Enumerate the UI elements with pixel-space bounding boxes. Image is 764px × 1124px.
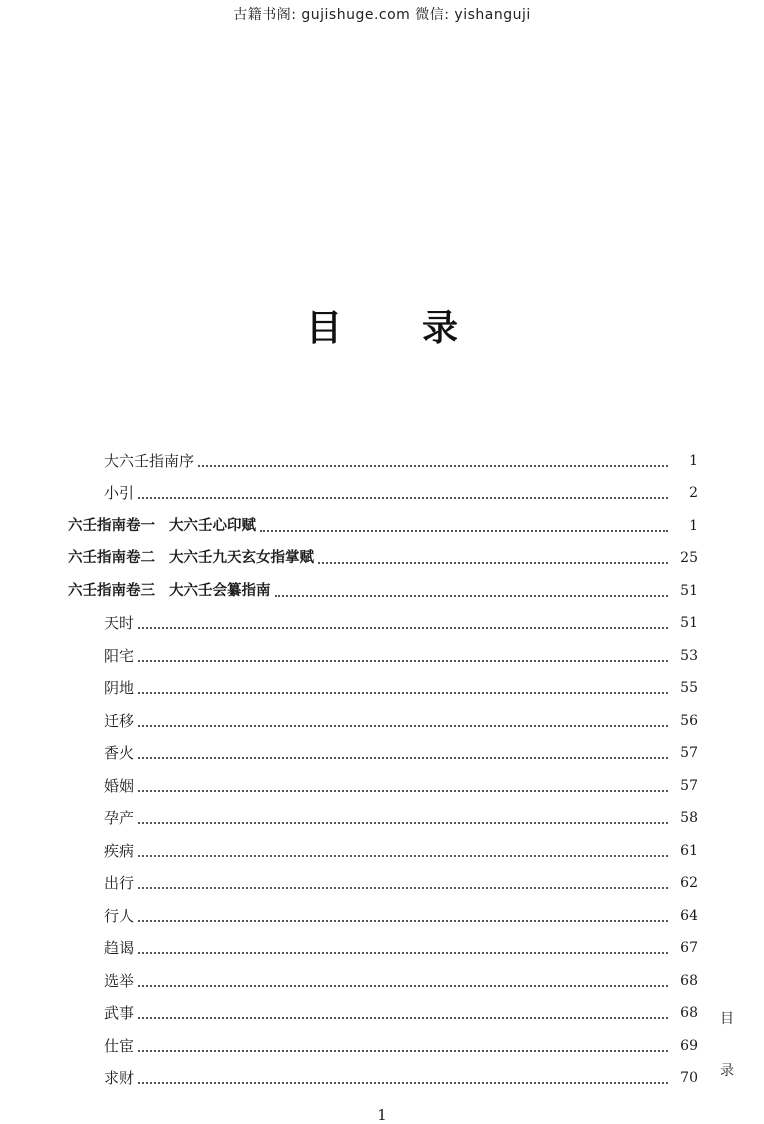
side-marker-top: 目 (720, 1011, 734, 1027)
toc-entry-page: 58 (680, 810, 698, 826)
toc-entry[interactable] (68, 861, 698, 894)
toc-entry-page: 67 (680, 940, 698, 956)
toc-entry[interactable] (68, 438, 698, 471)
toc-entry-page: 64 (680, 907, 698, 924)
toc-entry-label: 阳宅 (104, 646, 135, 665)
toc-entry-page: 68 (680, 972, 698, 989)
toc-entry[interactable] (68, 991, 698, 1024)
toc-entry-page: 70 (680, 1070, 698, 1086)
toc-entry-label: 小引 (104, 484, 135, 502)
toc-entry[interactable] (68, 796, 698, 829)
toc-entry[interactable] (68, 763, 698, 796)
toc-entry-label: 疾病 (104, 841, 135, 860)
toc-entry-page: 2 (689, 485, 698, 501)
toc-section-entry[interactable] (68, 568, 698, 601)
toc-section-title: 六壬指南卷二 (68, 550, 155, 566)
leader-dots (318, 562, 668, 564)
leader-dots (138, 1082, 668, 1084)
toc-entry[interactable] (68, 601, 698, 634)
page-title (0, 300, 764, 351)
toc-entry-label: 大六壬会纂指南 (169, 582, 271, 599)
toc-entry-page: 53 (680, 647, 698, 664)
leader-dots (275, 595, 669, 597)
leader-dots (138, 692, 668, 694)
side-marker-bottom: 录 (720, 1063, 734, 1079)
toc-entry[interactable] (68, 666, 698, 699)
toc-entry-page: 55 (680, 680, 698, 696)
toc-entry-page: 62 (680, 875, 698, 891)
toc-section-title: 六壬指南卷一 (68, 517, 155, 534)
toc-entry-page: 57 (680, 777, 698, 794)
toc-entry[interactable] (68, 926, 698, 959)
toc-entry-label: 天时 (104, 614, 135, 632)
leader-dots (138, 952, 668, 954)
leader-dots (138, 1050, 668, 1052)
toc-entry-page: 51 (680, 615, 698, 631)
toc-entry-label: 大六壬九天玄女指掌赋 (169, 550, 314, 566)
toc-section-title: 六壬指南卷三 (68, 582, 155, 599)
page-number: 1 (377, 1106, 387, 1124)
leader-dots (138, 660, 668, 662)
toc-entry-label: 婚姻 (104, 776, 135, 795)
leader-dots (138, 497, 668, 499)
toc-entry-page: 61 (680, 842, 698, 859)
toc-entry-page: 1 (689, 452, 698, 469)
toc-entry-label: 武事 (104, 1004, 135, 1022)
toc-entry[interactable] (68, 471, 698, 504)
toc-entry[interactable] (68, 731, 698, 764)
toc-section-entry[interactable] (68, 536, 698, 569)
leader-dots (138, 887, 668, 889)
toc-entry-label: 香火 (104, 744, 135, 762)
toc-entry-page: 68 (680, 1005, 698, 1021)
leader-dots (138, 1017, 668, 1019)
toc-entry[interactable] (68, 828, 698, 861)
title-char-1: 目 (305, 308, 342, 349)
toc-entry-label: 孕产 (104, 809, 135, 827)
leader-dots (138, 920, 668, 922)
toc-entry-page: 56 (680, 712, 698, 729)
toc-entry-label: 大六壬心印赋 (169, 517, 256, 534)
toc-entry-page: 25 (680, 550, 698, 566)
toc-entry-page: 57 (680, 745, 698, 761)
leader-dots (138, 822, 668, 824)
leader-dots (138, 855, 668, 857)
toc-entry-label: 出行 (104, 874, 135, 892)
leader-dots (138, 790, 668, 792)
toc-entry-label: 迁移 (104, 711, 135, 730)
title-char-2: 录 (422, 308, 459, 349)
toc-entry[interactable] (68, 633, 698, 666)
leader-dots (138, 985, 668, 987)
toc-section-entry[interactable] (68, 503, 698, 536)
toc-entry[interactable] (68, 893, 698, 926)
toc-entry-label: 仕宦 (104, 1036, 135, 1055)
toc-entry[interactable] (68, 1056, 698, 1089)
toc-entry-label: 选举 (104, 971, 135, 990)
toc-entry-label: 阴地 (104, 679, 135, 697)
toc-entry[interactable] (68, 698, 698, 731)
leader-dots (138, 757, 668, 759)
leader-dots (138, 725, 668, 727)
toc-entry[interactable] (68, 958, 698, 991)
leader-dots (138, 627, 668, 629)
table-of-contents (68, 438, 698, 1088)
toc-entry-label: 趋谒 (104, 939, 135, 957)
watermark-text: 古籍书阁: gujishuge.com 微信: yishanguji (233, 7, 531, 23)
toc-entry-page: 51 (680, 582, 698, 599)
toc-entry-page: 69 (680, 1037, 698, 1054)
leader-dots (260, 530, 668, 532)
toc-entry[interactable] (68, 1023, 698, 1056)
toc-entry-page: 1 (689, 517, 698, 534)
toc-entry-label: 求财 (104, 1069, 135, 1087)
toc-entry-label: 大六壬指南序 (104, 451, 195, 470)
leader-dots (198, 465, 668, 467)
toc-entry-label: 行人 (104, 906, 135, 925)
